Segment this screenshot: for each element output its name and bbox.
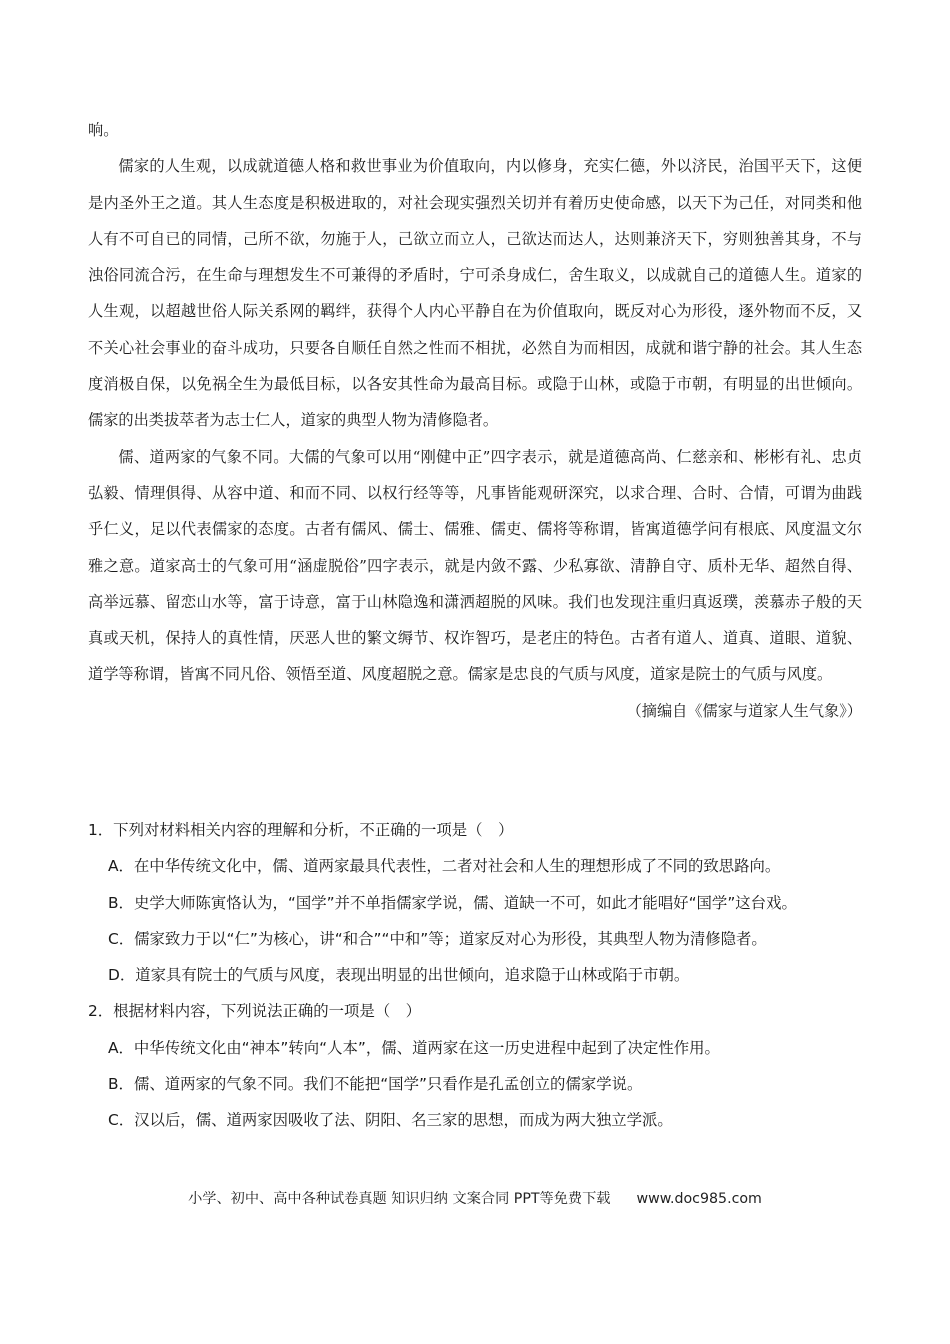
passage-paragraph-2: 儒、道两家的气象不同。大儒的气象可以用“刚健中正”四字表示，就是道德高尚、仁慈亲和、彬彬有礼、忠贞弘毅、情理俱得、从容中道、和而不同、以权行经等等，凡事皆能观研深究，以求合理、合时、合情，可谓为曲践乎仁义，足以代表儒家的态度。古者有儒风、儒士、儒雅、儒吏、儒将等称谓，皆寓道德学问有根底、风度温文尔雅之意。道家高士的气象可用“涵虚脱俗”四字表示，就是内敛不露、少私寡欲、清静自守、质朴无华、超然自得、高举远慕、留恋山水等，富于诗意，富于山林隐逸和潇洒超脱的风味。我们也发现注重归真返璞，羡慕赤子般的天真或天机，保持人的真性情，厌恶人世的繁文缛节、权诈智巧，是老庄的特色。古者有道人、道真、道眼、道貌、道学等称谓，皆寓不同凡俗、领悟至道、风度超脱之意。儒家是忠良的气质与风度，道家是院士的气质与风度。 [88, 447, 862, 684]
question-2 [88, 993, 878, 1138]
passage-paragraph-1: 儒家的人生观，以成就道德人格和救世事业为价值取向，内以修身，充实仁德，外以济民，治国平天下，这便是内圣外王之道。其人生态度是积极进取的，对社会现实强烈关切并有着历史使命感，以天下为己任，对同类和他人有不可自已的同情，己所不欲，勿施于人，己欲立而立人，己欲达而达人，达则兼济天下，穷则独善其身，不与浊俗同流合污，在生命与理想发生不可兼得的矛盾时，宁可杀身成仁，舍生取义，以成就自己的道德人生。道家的人生观，以超越世俗人际关系网的羁绊，获得个人内心平静自在为价值取向，既反对心为形役，逐外物而不反，又不关心社会事业的奋斗成功，只要各自顺任自然之性而不相扰，必然自为而相因，成就和谐宁静的社会。其人生态度消极自保，以免祸全生为最低目标，以各安其性命为最高目标。或隐于山林，或隐于市朝，有明显的出世倾向。儒家的出类拔萃者为志士仁人，道家的典型人物为清修隐者。 [88, 157, 862, 430]
question-2-option-a: A．中华传统文化由“神本”转向“人本”，儒、道两家在这一历史进程中起到了决定性作用。 [108, 1038, 720, 1057]
question-stem: 1．下列对材料相关内容的理解和分析，不正确的一项是（ ） [88, 821, 514, 839]
footer-text: 小学、初中、高中各种试卷真题 知识归纳 文案合同 PPT等免费下载 [188, 1191, 611, 1207]
page-footer [0, 1188, 950, 1208]
question-list [88, 812, 878, 1139]
question-1-option-d: D．道家具有院士的气质与风度，表现出明显的出世倾向，追求隐于山林或陷于市朝。 [108, 966, 690, 985]
question-1 [88, 812, 878, 993]
question-1-option-b: B．史学大师陈寅恪认为，“国学”并不单指儒家学说，儒、道缺一不可，如此才能唱好“国学”这台戏。 [108, 893, 797, 912]
question-1-option-a: A．在中华传统文化中，儒、道两家最具代表性，二者对社会和人生的理想形成了不同的致思路向。 [108, 857, 781, 876]
question-stem: 2．根据材料内容，下列说法正确的一项是（ ） [88, 1002, 421, 1021]
footer-site-link[interactable]: www.doc985.com [636, 1191, 762, 1207]
passage-source: （摘编自《儒家与道家人生气象》） [626, 701, 862, 720]
passage-fragment-line: 响。 [88, 121, 119, 139]
reading-passage [88, 112, 862, 729]
question-2-option-c: C．汉以后，儒、道两家因吸收了法、阴阳、名三家的思想，而成为两大独立学派。 [108, 1111, 673, 1130]
question-1-option-c: C．儒家致力于以“仁”为核心，讲“和合”“中和”等；道家反对心为形役，其典型人物为清修隐者。 [108, 929, 767, 948]
question-2-option-b: B．儒、道两家的气象不同。我们不能把“国学”只看作是孔孟创立的儒家学说。 [108, 1075, 643, 1094]
